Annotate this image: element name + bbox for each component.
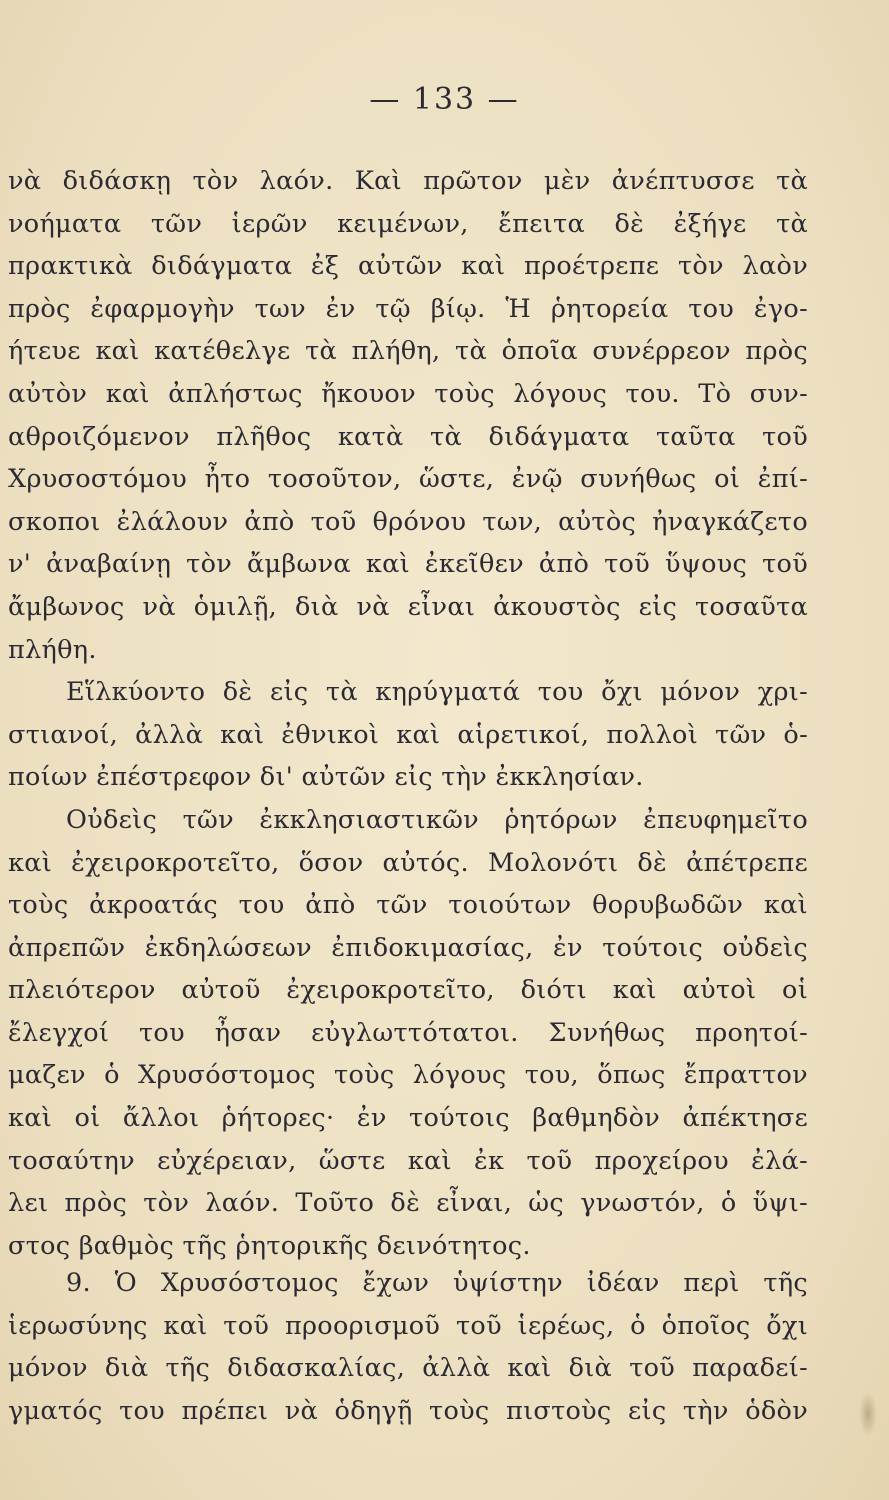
text-line: Οὐδεὶς τῶν ἐκκλησιαστικῶν ῥητόρων ἐπευφημεῖτο [66, 804, 808, 835]
text-line: ν' ἀναβαίνῃ τὸν ἄμβωνα καὶ ἐκεῖθεν ἀπὸ τοῦ ὕψους τοῦ [8, 549, 808, 580]
text-line: πλήθη. [8, 634, 97, 665]
text-line: ήτευε καὶ κατέθελγε τὰ πλήθη, τὰ ὁποῖα συνέρρεον πρὸς [8, 336, 808, 367]
text-line: ἔλεγχοί του ἦσαν εὐγλωττότατοι. Συνήθως προητοί- [8, 1017, 808, 1048]
text-line: μαζεν ὁ Χρυσόστομος τοὺς λόγους του, ὅπως ἔπραττον [8, 1060, 808, 1091]
text-line: αθροιζόμενον πλῆθος κατὰ τὰ διδάγματα ταῦτα τοῦ [8, 421, 808, 452]
text-line: Εἵλκύοντο δὲ εἰς τὰ κηρύγματά του ὄχι μόνον χρι- [66, 677, 808, 708]
text-line: ἱερωσύνης καὶ τοῦ προορισμοῦ τοῦ ἱερέως, ὁ ὁποῖος ὄχι [8, 1310, 808, 1341]
section-9-text [8, 1262, 808, 1432]
text-line: τοὺς ἀκροατάς του ἀπὸ τῶν τοιούτων θορυβωδῶν καὶ [8, 890, 808, 921]
text-line: τοσαύτην εὐχέρειαν, ὥστε καὶ ἐκ τοῦ προχείρου ἐλά- [8, 1145, 808, 1176]
paper-stain [859, 1392, 877, 1436]
text-line: καὶ οἱ ἄλλοι ῥήτορες· ἐν τούτοις βαθμηδὸν ἀπέκτησε [8, 1103, 808, 1134]
text-line: πρακτικὰ διδάγματα ἐξ αὐτῶν καὶ προέτρεπε τὸν λαὸν [8, 251, 808, 282]
text-line: πρὸς ἐφαρμογὴν των ἐν τῷ βίῳ. Ἡ ῥητορεία του ἐγο- [8, 293, 808, 324]
text-line: ἄμβωνος νὰ ὁμιλῇ, διὰ νὰ εἶναι ἀκουστὸς εἰς τοσαῦτα [8, 591, 808, 622]
text-line: λει πρὸς τὸν λαόν. Τοῦτο δὲ εἶναι, ὡς γνωστόν, ὁ ὕψι- [8, 1188, 808, 1219]
text-line: ποίων ἐπέστρεφον δι' αὐτῶν εἰς τὴν ἐκκλησίαν. [8, 762, 644, 793]
text-line: νὰ διδάσκῃ τὸν λαόν. Καὶ πρῶτον μὲν ἀνέπτυσσε τὰ [8, 166, 808, 196]
text-line: στος βαθμὸς τῆς ῥητορικῆς δεινότητος. [8, 1230, 531, 1261]
text-line: πλειότερον αὐτοῦ ἐχειροκροτεῖτο, διότι καὶ αὐτοὶ οἱ [8, 975, 808, 1006]
page-number: — 133 — [369, 82, 520, 117]
text-line: νοήματα τῶν ἱερῶν κειμένων, ἔπειτα δὲ ἐξήγε τὰ [8, 208, 808, 239]
text-line: γματός του πρέπει νὰ ὁδηγῇ τοὺς πιστοὺς εἰς τὴν ὁδὸν [8, 1395, 808, 1426]
text-line: στιανοί, ἀλλὰ καὶ ἐθνικοὶ καὶ αἱρετικοί, πολλοὶ τῶν ὁ- [8, 719, 808, 750]
text-line: μόνον διὰ τῆς διδασκαλίας, ἀλλὰ καὶ διὰ τοῦ παραδεί- [8, 1353, 808, 1384]
body-text [8, 160, 808, 1267]
text-line: σκοποι ἐλάλουν ἀπὸ τοῦ θρόνου των, αὐτὸς ἠναγκάζετο [8, 506, 808, 537]
text-line: 9. Ὁ Χρυσόστομος ἔχων ὑψίστην ἰδέαν περὶ τῆς [66, 1268, 808, 1298]
text-line: καὶ ἐχειροκροτεῖτο, ὅσον αὐτός. Μολονότι δὲ ἀπέτρεπε [8, 847, 808, 878]
text-line: ἀπρεπῶν ἐκδηλώσεων ἐπιδοκιμασίας, ἐν τούτοις οὐδεὶς [8, 932, 808, 963]
text-line: αὐτὸν καὶ ἀπλήστως ἤκουον τοὺς λόγους του. Τὸ συν- [8, 378, 808, 409]
text-line: Χρυσοστόμου ἦτο τοσοῦτον, ὥστε, ἐνῷ συνήθως οἱ ἐπί- [8, 464, 808, 495]
